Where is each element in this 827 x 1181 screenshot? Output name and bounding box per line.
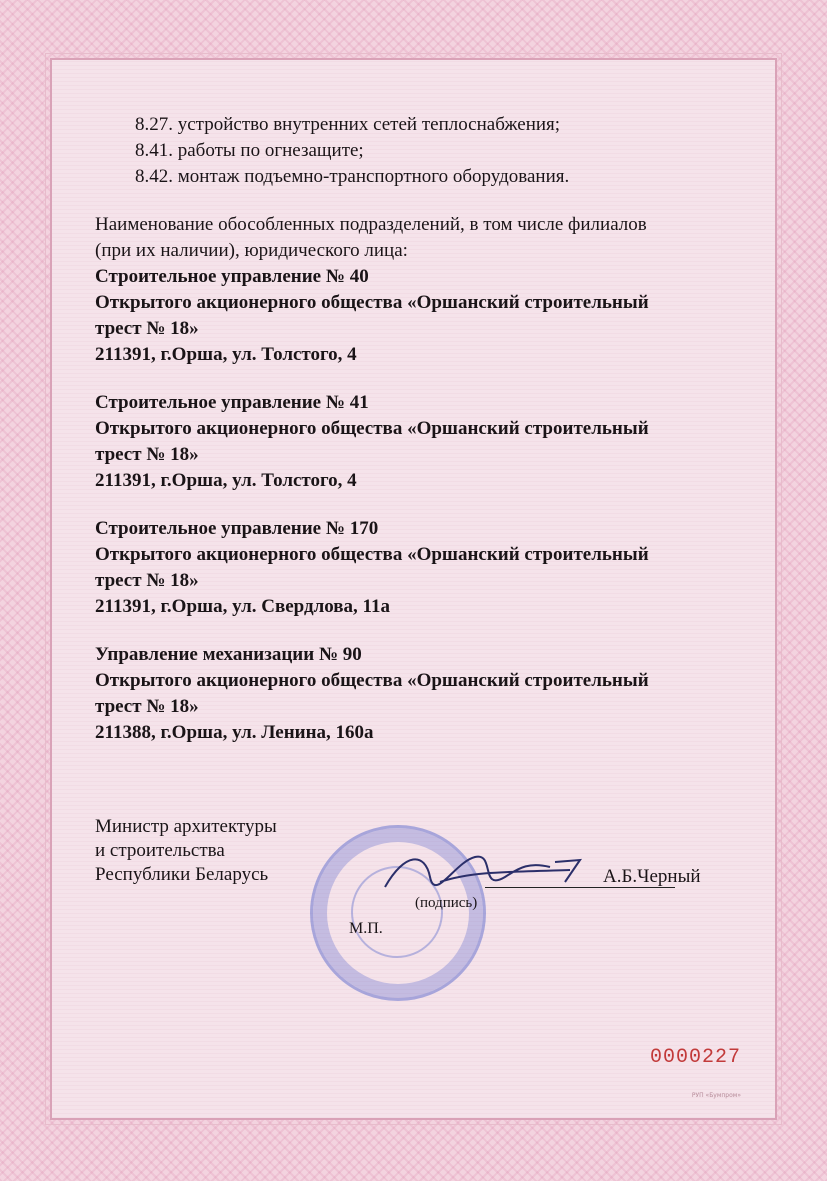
intro-line: (при их наличии), юридического лица:	[95, 240, 408, 261]
subdivision-address: 211388, г.Орша, ул. Ленина, 160а	[95, 722, 374, 743]
work-item: 8.42. монтаж подъемно-транспортного оборудования.	[135, 166, 570, 187]
subdivision-name: Строительное управление № 41	[95, 392, 369, 413]
signer-title: Республики Беларусь	[95, 864, 269, 885]
work-item: 8.41. работы по огнезащите;	[135, 140, 364, 161]
stamp-caption: М.П.	[349, 920, 383, 937]
intro-line: Наименование обособленных подразделений, в том числе филиалов	[95, 214, 647, 235]
serial-number: 0000227	[649, 1046, 741, 1069]
signer-title: Министр архитектуры	[95, 816, 277, 837]
subdivision-name: Строительное управление № 40	[95, 266, 369, 287]
subdivision-org: Открытого акционерного общества «Оршанский строительный	[95, 544, 649, 565]
subdivision-org: трест № 18»	[95, 570, 199, 591]
work-item: 8.27. устройство внутренних сетей теплоснабжения;	[135, 114, 561, 135]
subdivision-address: 211391, г.Орша, ул. Толстого, 4	[95, 344, 357, 365]
signer-name: А.Б.Черный	[603, 866, 701, 887]
subdivision-name: Строительное управление № 170	[95, 518, 379, 539]
document-body	[95, 112, 735, 746]
subdivision-org: Открытого акционерного общества «Оршанский строительный	[95, 292, 649, 313]
signer-title: и строительства	[95, 840, 225, 861]
printer-footer: РУП «Бумпром»	[691, 1092, 741, 1099]
subdivision-org: Открытого акционерного общества «Оршанский строительный	[95, 670, 649, 691]
subdivision-org: трест № 18»	[95, 696, 199, 717]
signature-block	[95, 815, 735, 935]
subdivision-address: 211391, г.Орша, ул. Свердлова, 11а	[95, 596, 391, 617]
signature-caption: (подпись)	[415, 895, 478, 911]
subdivision-org: трест № 18»	[95, 444, 199, 465]
subdivision-address: 211391, г.Орша, ул. Толстого, 4	[95, 470, 357, 491]
subdivision-org: Открытого акционерного общества «Оршанский строительный	[95, 418, 649, 439]
subdivision-org: трест № 18»	[95, 318, 199, 339]
subdivision-name: Управление механизации № 90	[95, 644, 362, 665]
